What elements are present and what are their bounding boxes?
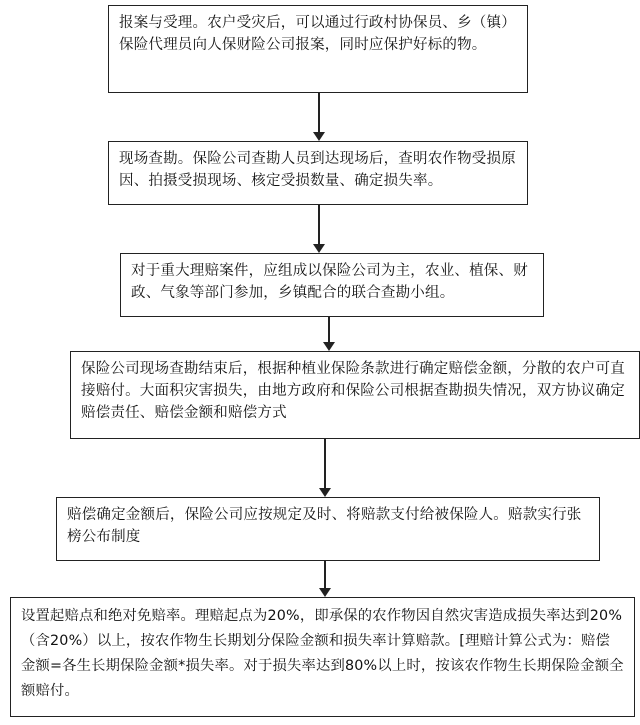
step-text: 设置起赔点和绝对免赔率。理赔起点为20%，即承保的农作物因自然灾害造成损失率达到20%（含20%）以上，按农作物生长期划分保险金额和损失率计算赔款。[理赔计算公式为：赔偿金额=各生长期保险金额*损失率。对于损失率达到80%以上时，按该农作物生长期保险金额全额赔付。 <box>21 608 624 699</box>
step-text: 赔偿确定金额后，保险公司应按规定及时、将赔款支付给被保险人。赔款实行张榜公布制度 <box>67 507 582 545</box>
step-text: 保险公司现场查勘结束后，根据种植业保险条款进行确定赔偿金额，分散的农户可直接赔付。大面积灾害损失，由地方政府和保险公司根据查勘损失情况，双方协议确定赔偿责任、赔偿金额和赔偿方式 <box>81 361 625 421</box>
step-payment <box>56 497 600 561</box>
arrow-down-icon <box>312 93 326 141</box>
step-text: 报案与受理。农户受灾后，可以通过行政村协保员、乡（镇）保险代理员向人保财险公司报案，同时应保护好标的物。 <box>119 15 516 53</box>
step-report-acceptance <box>108 5 528 93</box>
arrow-down-icon <box>312 205 326 253</box>
step-text: 现场查勘。保险公司查勘人员到达现场后，查明农作物受损原因、拍摄受损现场、核定受损数量、确定损失率。 <box>119 151 516 189</box>
arrow-down-icon <box>318 561 332 597</box>
step-joint-survey-team <box>120 253 544 317</box>
step-site-survey <box>108 141 528 205</box>
arrow-down-icon <box>322 317 336 351</box>
step-text: 对于重大理赔案件，应组成以保险公司为主，农业、植保、财政、气象等部门参加，乡镇配合的联合查勘小组。 <box>131 263 528 301</box>
arrow-down-icon <box>318 439 332 497</box>
step-compensation-assessment <box>70 351 640 439</box>
step-deductible-rules <box>10 597 635 717</box>
